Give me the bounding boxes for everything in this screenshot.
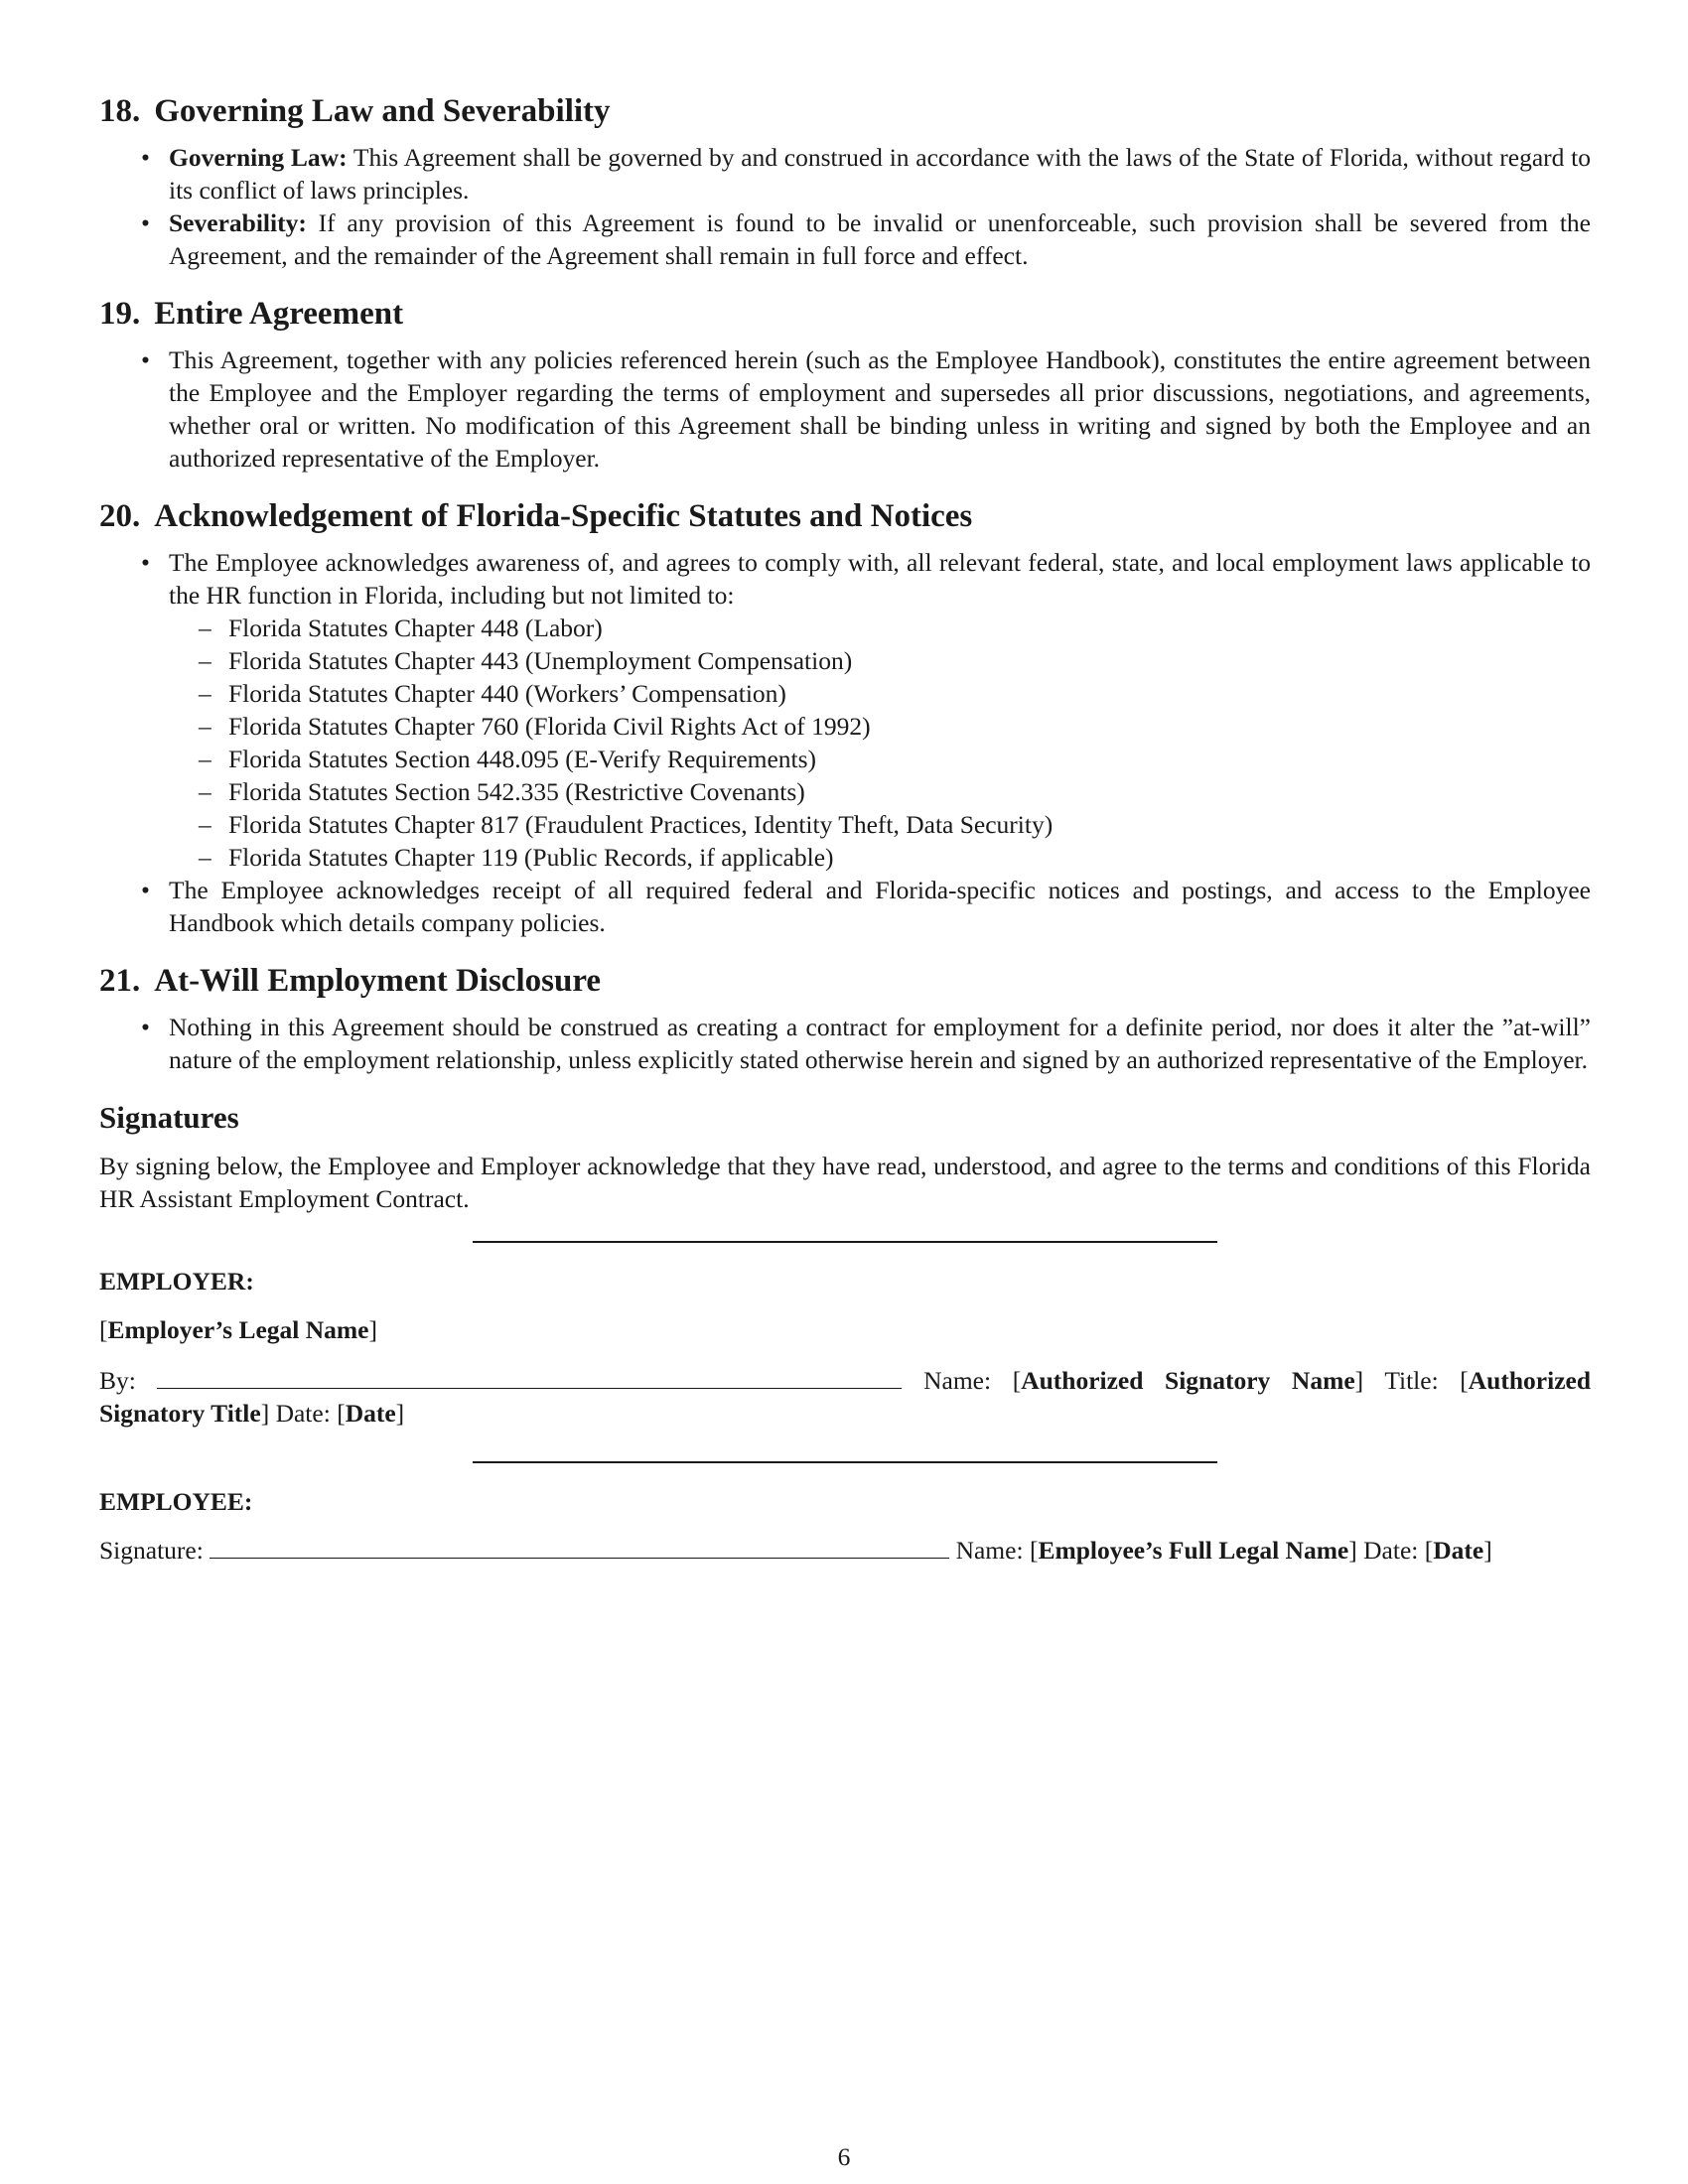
dash-icon: – [199,712,211,741]
signatory-title-placeholder: Authorized Signatory Title [99,1366,1592,1428]
bullet-icon: • [141,876,150,904]
list-item [141,874,1591,939]
section-heading [99,496,1591,536]
section-governing-law [99,91,1591,272]
date-label: Date: [275,1399,331,1428]
employer-legal-name [99,1313,1591,1346]
statute-list [169,612,1591,874]
dash-icon: – [199,646,211,675]
section-heading [99,91,1591,131]
bullet-icon: • [141,143,150,172]
item-text: If any provision of this Agreement is found to be invalid or unenforceable, such provision shall be severed from the Agreement, and the remainder of the Agreement shall remain in full force and effect. [169,208,1591,270]
bullet-icon: • [141,1013,150,1041]
section-number: 18. [99,93,141,129]
statute-item [199,612,1591,644]
dash-icon: – [199,843,211,872]
title-label: Title: [1384,1366,1439,1395]
section-number: 20. [99,498,141,534]
bracket-open: [ [99,1315,108,1344]
list-item [141,546,1591,874]
bullet-list [99,141,1591,272]
statute-text: Florida Statutes Chapter 443 (Unemployment Compensation) [228,646,853,675]
signature-label: Signature: [99,1536,204,1565]
section-title: Acknowledgement of Florida-Specific Statutes and Notices [154,498,973,534]
section-title: Entire Agreement [154,296,404,332]
item-label: Governing Law: [169,143,348,172]
bracket-close: ] [368,1315,377,1344]
statute-item [199,775,1591,808]
statute-item [199,743,1591,775]
employer-signature-field[interactable] [157,1364,902,1389]
section-number: 21. [99,963,141,999]
employee-label: EMPLOYEE: [99,1487,253,1516]
by-label: By: [99,1366,136,1395]
employee-signature-line: Signature: Name: [Employee’s Full Legal Name] Date: [Date] [99,1536,1492,1565]
employer-label: EMPLOYER: [99,1267,254,1296]
statute-item [199,841,1591,874]
document-page [99,91,1591,1567]
bullet-icon: • [141,548,150,577]
name-label: Name: [923,1366,992,1395]
statute-text: Florida Statutes Chapter 119 (Public Records, if applicable) [228,843,834,872]
signatures-intro: By signing below, the Employee and Employer acknowledge that they have read, understood, and agree to the terms and conditions of this Florida HR Assistant Employment Contract. [99,1152,1591,1213]
date-label: Date: [1363,1536,1419,1565]
employer-name-placeholder: Employer’s Legal Name [107,1315,369,1344]
list-item [141,141,1591,206]
name-label: Name: [955,1536,1024,1565]
list-item [141,206,1591,272]
bullet-list [99,343,1591,475]
statute-item [199,808,1591,841]
item-text: This Agreement, together with any policies referenced herein (such as the Employee Handbook), constitutes the entire agreement between the Employee and the Employer regarding the terms of employment and supersedes all prior discussions, negotiations, and agreements, whether oral or written. No modification of this Agreement shall be binding unless in writing and signed by both the Employee and an authorized representative of the Employer. [169,345,1591,473]
statute-text: Florida Statutes Section 542.335 (Restrictive Covenants) [228,777,805,806]
bullet-icon: • [141,208,150,237]
employee-date-placeholder: Date [1433,1536,1484,1565]
list-item [141,1011,1591,1076]
bullet-list [99,1011,1591,1076]
bullet-icon: • [141,345,150,374]
statute-text: Florida Statutes Chapter 760 (Florida Civil Rights Act of 1992) [228,712,871,741]
employer-signature-line: By: Name: [Authorized Signatory Name] Title: [Authorized Signatory Title] Date: [Date] [99,1366,1592,1428]
employer-date-placeholder: Date [345,1399,396,1428]
item-text: This Agreement shall be governed by and construed in accordance with the laws of the State of Florida, without regard to its conflict of laws principles. [169,143,1591,205]
employee-signature-field[interactable] [210,1534,949,1559]
section-florida-statutes [99,496,1591,939]
item-text: Nothing in this Agreement should be construed as creating a contract for employment for a definite period, nor does it alter the ”at-will” nature of the employment relationship, unless explicitly stated otherwise herein and signed by an authorized representative of the Employer. [169,1013,1591,1074]
dash-icon: – [199,679,211,708]
statute-text: Florida Statutes Chapter 440 (Workers’ Compensation) [228,679,786,708]
section-at-will [99,961,1591,1076]
employer-signature-rule [473,1241,1217,1243]
employee-signature-rule [473,1461,1217,1463]
item-text: The Employee acknowledges awareness of, and agrees to comply with, all relevant federal, state, and local employment laws applicable to the HR function in Florida, including but not limited to: [169,548,1591,610]
item-text: The Employee acknowledges receipt of all required federal and Florida-specific notices and postings, and access to the Employee Handbook which details company policies. [169,876,1591,937]
statute-item [199,677,1591,710]
statute-text: Florida Statutes Chapter 448 (Labor) [228,614,603,642]
list-item [141,343,1591,475]
section-title: Governing Law and Severability [154,93,611,129]
statute-item [199,644,1591,677]
item-label: Severability: [169,208,307,237]
dash-icon: – [199,745,211,773]
employee-name-placeholder: Employee’s Full Legal Name [1038,1536,1349,1565]
section-entire-agreement [99,294,1591,475]
statute-text: Florida Statutes Chapter 817 (Fraudulent Practices, Identity Theft, Data Security) [228,810,1054,839]
signatory-name-placeholder: Authorized Signatory Name [1021,1366,1355,1395]
section-number: 19. [99,296,141,332]
dash-icon: – [199,777,211,806]
page-number: 6 [837,2142,851,2171]
bullet-list [99,546,1591,939]
section-heading [99,294,1591,334]
dash-icon: – [199,614,211,642]
section-title: At-Will Employment Disclosure [154,963,602,999]
dash-icon: – [199,810,211,839]
section-heading [99,961,1591,1001]
statute-item [199,710,1591,743]
signatures-heading: Signatures [99,1100,239,1135]
statute-text: Florida Statutes Section 448.095 (E-Verify Requirements) [228,745,817,773]
